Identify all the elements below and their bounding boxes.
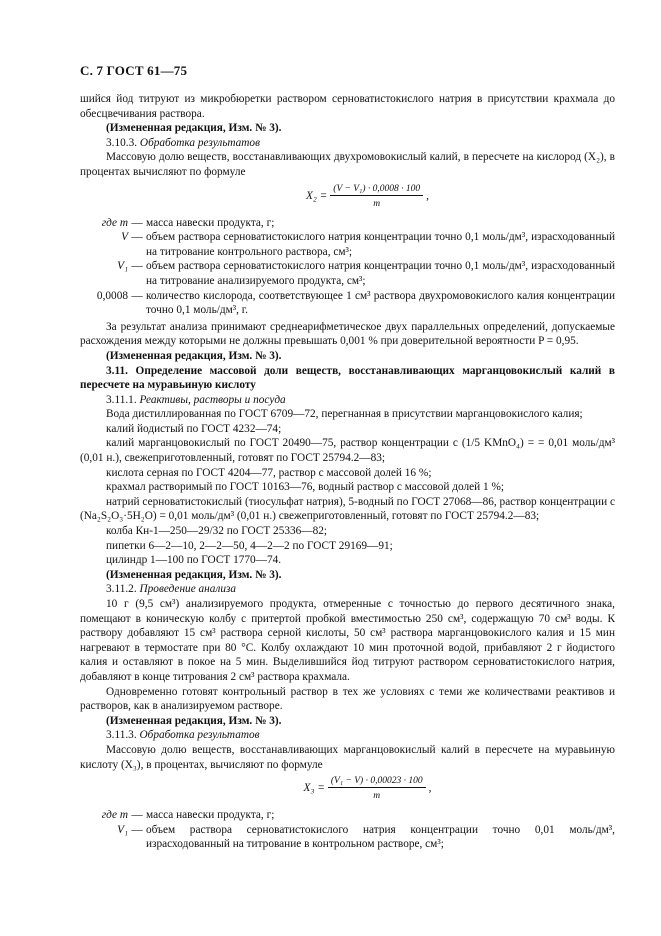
formula-numerator: (V₁ − V) · 0,00023 · 100: [328, 775, 426, 788]
amendment-note: (Измененная редакция, Изм. № 3).: [106, 122, 282, 135]
formula-x2: [120, 183, 615, 210]
definition-text: объем раствора серноватистокислого натрия концентрации точно 0,01 моль/дм³, израсходованный на титрование в контрольном растворе, см³;: [146, 823, 615, 851]
equipment-item: цилиндр 1—100 по ГОСТ 1770—74.: [106, 554, 282, 567]
equipment-item: пипетки 6—2—10, 2—2—50, 4—2—2 по ГОСТ 29169—91;: [106, 539, 393, 552]
section-heading: [80, 728, 615, 743]
reagent-item: натрий серноватистокислый (тиосульфат натрия), 5-водный по ГОСТ 27068—86, раствор концентрации c (Na₂S₂O₃·5H₂O) = 0,01 моль/дм³ (0,01 н.) свежеприготовленный, готовят по ГОСТ 25794.2—83;: [80, 495, 615, 523]
section-number: 3.11.2.: [106, 583, 137, 596]
definition-text: масса навески продукта, г;: [146, 216, 275, 229]
section-heading: [80, 393, 615, 408]
section-heading-main: 3.11. Определение массовой доли веществ, восстанавливающих марганцовокислый калий в пересчете на муравьиную кислоту: [80, 364, 615, 392]
formula-x3: [120, 775, 615, 802]
section-title: Реактивы, растворы и посуда: [139, 393, 286, 406]
reagent-item: кислота серная по ГОСТ 4204—77, раствор с массовой долей 16 %;: [106, 466, 432, 479]
formula-fraction: [328, 775, 426, 802]
definition-text: объем раствора серноватистокислого натрия концентрации точно 0,1 моль/дм³, израсходованный на титрование контрольного раствора, см³;: [146, 231, 615, 258]
section-heading: [80, 136, 615, 151]
definitions-list: [80, 216, 615, 318]
formula-denominator: m: [373, 198, 381, 209]
definition-key: V₁: [117, 823, 128, 836]
reagent-item: Вода дистиллированная по ГОСТ 6709—72, перегнанная в присутствии марганцовокислого калия;: [106, 408, 583, 421]
paragraph: Массовую долю веществ, восстанавливающих двухромовокислый калий, в пересчете на кислород (X₂), в процентах вычисляют по формуле: [80, 151, 615, 178]
reagent-item: крахмал растворимый по ГОСТ 10163—76, водный раствор с массовой долей 1 %;: [106, 481, 505, 494]
section-heading: [80, 582, 615, 597]
reagent-item: калий марганцовокислый по ГОСТ 20490—75, раствор концентрации c (1/5 KMnO₄) = = 0,01 моль/дм³ (0,01 н.), свежеприготовленный, готовят по ГОСТ 25794.2—83;: [80, 437, 615, 465]
definition-text: объем раствора серноватистокислого натрия концентрации точно 0,1 моль/дм³, израсходованный на титрование анализируемого продукта, см³;: [146, 260, 615, 287]
paragraph: Массовую долю веществ, восстанавливающих марганцовокислый калий в пересчете на муравьиную кислоту (X₃), в процентах, вычисляют по формуле: [80, 743, 615, 771]
definition-key: V₁: [117, 260, 128, 273]
document-body: [80, 92, 615, 854]
section-number: 3.11.1.: [106, 393, 137, 406]
definition-key: где m: [101, 809, 128, 822]
definition-dash: —: [131, 823, 143, 836]
definition-key: 0,0008: [96, 289, 128, 302]
formula-tail: ,: [428, 782, 432, 795]
formula-tail: ,: [426, 189, 429, 202]
formula-fraction: [330, 183, 423, 210]
formula-lhs: X₂ =: [306, 189, 328, 202]
section-title: Обработка результатов: [139, 136, 260, 149]
definition-dash: —: [131, 809, 143, 822]
page-header: С. 7 ГОСТ 61—75: [80, 63, 188, 78]
definition-key: где m: [101, 216, 128, 229]
reagent-item: калий йодистый по ГОСТ 4232—74;: [106, 422, 282, 435]
definition-item: [80, 823, 615, 852]
paragraph: шийся йод титруют из микробюретки раствором серноватистокислого натрия в присутствии крахмала до обесцвечивания раствора.: [80, 93, 615, 120]
definition-item: [80, 216, 615, 231]
definition-dash: —: [131, 216, 143, 229]
definition-item: [80, 289, 615, 318]
section-number: 3.11.3.: [106, 729, 137, 742]
definitions-list: [80, 808, 615, 852]
formula-lhs: X₃ =: [303, 782, 325, 795]
definition-dash: —: [131, 289, 143, 302]
formula-denominator: m: [373, 791, 381, 802]
amendment-note: (Измененная редакция, Изм. № 3).: [106, 714, 282, 727]
equipment-item: колба Кн-1—250—29/32 по ГОСТ 25336—82;: [106, 525, 328, 538]
definition-dash: —: [131, 231, 143, 244]
definition-item: [80, 259, 615, 288]
paragraph: Одновременно готовят контрольный раствор в тех же условиях с теми же количествами реактивов и растворов, как в анализируемом растворе.: [80, 685, 615, 713]
definition-text: количество кислорода, соответствующее 1 см³ раствора двухромовокислого калия концентрации точно 0,1 моль/дм³, г.: [146, 289, 615, 317]
formula-numerator: (V − V₁) · 0,0008 · 100: [330, 183, 423, 196]
amendment-note: (Измененная редакция, Изм. № 3).: [106, 349, 282, 362]
paragraph: За результат анализа принимают среднеарифметическое двух параллельных определений, допускаемые расхождения между которыми не должны превышать 0,001 % при доверительной вероятности P = 0,95.: [80, 320, 615, 348]
definition-item: [80, 230, 615, 259]
definition-text: масса навески продукта, г;: [146, 809, 275, 822]
definition-item: [80, 808, 615, 823]
definition-key: V: [121, 231, 128, 244]
section-number: 3.10.3.: [106, 136, 138, 149]
paragraph: 10 г (9,5 см³) анализируемого продукта, отмеренные с точностью до первого десятичного знака, помещают в коническую колбу с притертой пробкой вместимостью 250 см³, содержащую 70 см³ воды. К раствору добавляют 15 см³ раствора серной кислоты, 50 см³ раствора марганцовокислого калия и 15 мин нагревают в термостате при 80 °С. Колбу охлаждают 10 мин проточной водой, прибавляют 2 г йодистого калия и оставляют в покое на 5 мин. Выделившийся йод титруют раствором серноватистокислого натрия, добавляют в конце титрования 2 см³ раствора крахмала.: [80, 598, 615, 683]
section-title: Проведение анализа: [139, 583, 237, 596]
amendment-note: (Измененная редакция, Изм. № 3).: [106, 568, 282, 581]
definition-dash: —: [131, 260, 143, 273]
section-title: Обработка результатов: [139, 729, 260, 742]
